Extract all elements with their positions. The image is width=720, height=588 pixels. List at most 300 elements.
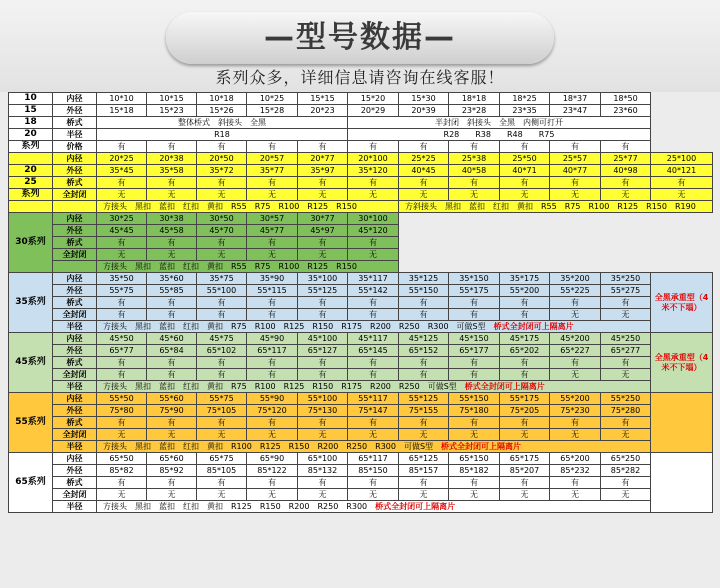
inner-diameter-cell: 45*90 bbox=[247, 333, 298, 345]
fully-closed-cell: 有 bbox=[97, 309, 147, 321]
series-side-label: 55系列 bbox=[9, 393, 53, 453]
inner-diameter-cell: 35*200 bbox=[550, 273, 601, 285]
series30-inner-row bbox=[9, 213, 713, 225]
row-label: 全封闭 bbox=[53, 309, 97, 321]
row-label: 外径 bbox=[53, 225, 97, 237]
fully-closed-cell: 无 bbox=[399, 429, 449, 441]
blank-cell bbox=[651, 93, 713, 153]
fully-closed-cell: 有 bbox=[500, 309, 550, 321]
row-label bbox=[53, 261, 97, 273]
outer-diameter-cell: 35*77 bbox=[247, 165, 298, 177]
outer-diameter-cell: 65*102 bbox=[197, 345, 247, 357]
outer-diameter-cell: 65*117 bbox=[247, 345, 298, 357]
bridge-cell: 有 bbox=[399, 177, 449, 189]
bridge-cell: 有 bbox=[247, 417, 298, 429]
series65-radius-row bbox=[9, 501, 713, 513]
series25-closed-row bbox=[9, 189, 713, 201]
fully-closed-cell: 无 bbox=[147, 489, 197, 501]
bridge-cell: 有 bbox=[348, 357, 399, 369]
price-cell: 有 bbox=[550, 141, 601, 153]
inner-diameter-cell: 30*57 bbox=[247, 213, 298, 225]
bridge-cell: 有 bbox=[97, 417, 147, 429]
outer-diameter-cell: 75*105 bbox=[197, 405, 247, 417]
bridge-cell: 有 bbox=[247, 177, 298, 189]
series55-outer-row bbox=[9, 405, 713, 417]
inner-diameter-cell: 20*38 bbox=[147, 153, 197, 165]
outer-diameter-cell: 65*277 bbox=[601, 345, 651, 357]
inner-diameter-cell: 35*60 bbox=[147, 273, 197, 285]
outer-diameter-cell: 75*155 bbox=[399, 405, 449, 417]
inner-diameter-cell: 45*117 bbox=[348, 333, 399, 345]
radius-red-note: 桥式全封闭可上隔离片 bbox=[464, 381, 545, 391]
inner-diameter-cell: 35*50 bbox=[97, 273, 147, 285]
fully-closed-cell: 有 bbox=[348, 369, 399, 381]
inner-diameter-cell: 65*90 bbox=[247, 453, 298, 465]
bridge-cell: 有 bbox=[399, 417, 449, 429]
price-cell: 有 bbox=[247, 141, 298, 153]
inner-diameter-cell: 30*100 bbox=[348, 213, 399, 225]
row-label: 内径 bbox=[53, 333, 97, 345]
series10-bridge-row bbox=[9, 117, 713, 129]
price-cell: 有 bbox=[197, 141, 247, 153]
series-side-label: 系列 bbox=[9, 189, 53, 201]
inner-diameter-cell: 10*25 bbox=[247, 93, 298, 105]
outer-diameter-cell: 23*35 bbox=[500, 105, 550, 117]
fully-closed-cell: 无 bbox=[247, 249, 298, 261]
fully-closed-cell: 有 bbox=[298, 369, 348, 381]
bridge-cell: 有 bbox=[601, 477, 651, 489]
series-side-label: 30系列 bbox=[9, 213, 53, 273]
outer-diameter-cell: 35*72 bbox=[197, 165, 247, 177]
outer-diameter-cell: 55*175 bbox=[449, 285, 500, 297]
radius-note bbox=[97, 321, 651, 333]
fully-closed-cell: 有 bbox=[449, 369, 500, 381]
fully-closed-cell: 无 bbox=[550, 189, 601, 201]
inner-diameter-cell: 55*150 bbox=[449, 393, 500, 405]
inner-diameter-cell: 15*20 bbox=[348, 93, 399, 105]
fully-closed-cell: 无 bbox=[197, 249, 247, 261]
outer-diameter-cell: 85*207 bbox=[500, 465, 550, 477]
series-side-label: 18 bbox=[9, 117, 53, 129]
row-label: 半径 bbox=[53, 381, 97, 393]
outer-diameter-cell: 75*230 bbox=[550, 405, 601, 417]
outer-diameter-cell: 85*182 bbox=[449, 465, 500, 477]
inner-diameter-cell: 30*77 bbox=[298, 213, 348, 225]
inner-diameter-cell: 25*77 bbox=[601, 153, 651, 165]
inner-diameter-cell: 25*50 bbox=[500, 153, 550, 165]
bridge-cell: 有 bbox=[298, 357, 348, 369]
row-label: 外径 bbox=[53, 405, 97, 417]
bridge-cell: 有 bbox=[197, 417, 247, 429]
row-label: 外径 bbox=[53, 165, 97, 177]
outer-diameter-cell: 45*120 bbox=[348, 225, 399, 237]
inner-diameter-cell: 10*18 bbox=[197, 93, 247, 105]
row-label: 价格 bbox=[53, 141, 97, 153]
inner-diameter-cell: 55*90 bbox=[247, 393, 298, 405]
bridge-cell: 有 bbox=[147, 237, 197, 249]
inner-diameter-cell: 18*18 bbox=[449, 93, 500, 105]
outer-diameter-cell: 75*180 bbox=[449, 405, 500, 417]
bridge-cell: 有 bbox=[449, 417, 500, 429]
row-label: 桥式 bbox=[53, 297, 97, 309]
series35-bridge-row bbox=[9, 297, 713, 309]
fully-closed-cell: 无 bbox=[97, 189, 147, 201]
outer-diameter-cell: 75*130 bbox=[298, 405, 348, 417]
bridge-cell: 有 bbox=[449, 357, 500, 369]
radius-note: R18 bbox=[97, 129, 348, 141]
price-cell: 有 bbox=[147, 141, 197, 153]
fully-closed-cell: 无 bbox=[449, 189, 500, 201]
fully-closed-cell: 无 bbox=[601, 429, 651, 441]
fully-closed-cell: 无 bbox=[550, 309, 601, 321]
inner-diameter-cell: 20*25 bbox=[97, 153, 147, 165]
fully-closed-cell: 无 bbox=[197, 489, 247, 501]
blank-cell bbox=[651, 393, 713, 453]
fully-closed-cell: 无 bbox=[298, 189, 348, 201]
fully-closed-cell: 无 bbox=[348, 489, 399, 501]
inner-diameter-cell: 35*90 bbox=[247, 273, 298, 285]
series10-inner-row bbox=[9, 93, 713, 105]
fully-closed-cell: 有 bbox=[500, 369, 550, 381]
inner-diameter-cell: 20*100 bbox=[348, 153, 399, 165]
outer-diameter-cell: 75*80 bbox=[97, 405, 147, 417]
bridge-cell: 有 bbox=[147, 177, 197, 189]
fully-closed-cell: 无 bbox=[449, 429, 500, 441]
series-side-label bbox=[9, 201, 53, 213]
inner-diameter-cell: 30*50 bbox=[197, 213, 247, 225]
fully-closed-cell: 无 bbox=[147, 189, 197, 201]
bridge-cell: 有 bbox=[197, 357, 247, 369]
inner-diameter-cell: 45*200 bbox=[550, 333, 601, 345]
inner-diameter-cell: 55*250 bbox=[601, 393, 651, 405]
outer-diameter-cell: 23*28 bbox=[449, 105, 500, 117]
blank-cell bbox=[399, 213, 713, 273]
series-side-label: 25 bbox=[9, 177, 53, 189]
outer-diameter-cell: 75*90 bbox=[147, 405, 197, 417]
bridge-cell: 有 bbox=[298, 177, 348, 189]
outer-diameter-cell: 35*45 bbox=[97, 165, 147, 177]
radius-options: 方接头 黑扣 蓝扣 红扣 黄扣 R100 R125 R150 R200 R250 R300 可做S型 bbox=[103, 441, 434, 451]
inner-diameter-cell: 45*100 bbox=[298, 333, 348, 345]
fully-closed-cell: 无 bbox=[97, 489, 147, 501]
series-side-label: 45系列 bbox=[9, 333, 53, 393]
inner-diameter-cell: 55*200 bbox=[550, 393, 601, 405]
series55-inner-row bbox=[9, 393, 713, 405]
row-label: 内径 bbox=[53, 393, 97, 405]
inner-diameter-cell: 65*125 bbox=[399, 453, 449, 465]
bridge-cell: 有 bbox=[97, 237, 147, 249]
inner-diameter-cell: 35*100 bbox=[298, 273, 348, 285]
outer-diameter-cell: 85*150 bbox=[348, 465, 399, 477]
inner-diameter-cell: 15*15 bbox=[298, 93, 348, 105]
bridge-cell: 有 bbox=[197, 237, 247, 249]
bridge-cell: 有 bbox=[298, 237, 348, 249]
row-label: 桥式 bbox=[53, 417, 97, 429]
inner-diameter-cell: 35*250 bbox=[601, 273, 651, 285]
outer-diameter-cell: 15*28 bbox=[247, 105, 298, 117]
fully-closed-cell: 无 bbox=[247, 429, 298, 441]
outer-diameter-cell: 85*122 bbox=[247, 465, 298, 477]
inner-diameter-cell: 55*60 bbox=[147, 393, 197, 405]
bridge-note: 整体桥式 斜接头 全黑 bbox=[97, 117, 348, 129]
radius-note bbox=[97, 381, 651, 393]
series10-outer-row bbox=[9, 105, 713, 117]
series-side-label: 15 bbox=[9, 105, 53, 117]
row-label: 全封闭 bbox=[53, 249, 97, 261]
inner-diameter-cell: 35*75 bbox=[197, 273, 247, 285]
bridge-cell: 有 bbox=[399, 297, 449, 309]
row-label: 内径 bbox=[53, 153, 97, 165]
fully-closed-cell: 无 bbox=[399, 489, 449, 501]
row-label: 外径 bbox=[53, 465, 97, 477]
fully-closed-cell: 无 bbox=[348, 429, 399, 441]
row-label: 外径 bbox=[53, 285, 97, 297]
bridge-cell: 有 bbox=[147, 297, 197, 309]
series45-radius-row bbox=[9, 381, 713, 393]
row-label: 全封闭 bbox=[53, 429, 97, 441]
bridge-cell: 有 bbox=[500, 417, 550, 429]
fully-closed-cell: 无 bbox=[500, 489, 550, 501]
radius-options: 方接头 黑扣 蓝扣 红扣 黄扣 R75 R100 R125 R150 R175 R200 R250 R300 可做S型 bbox=[103, 321, 486, 331]
fully-closed-cell: 有 bbox=[147, 369, 197, 381]
fully-closed-cell: 无 bbox=[298, 249, 348, 261]
radius-note: 方接头 黑扣 蓝扣 红扣 黄扣 R55 R75 R100 R125 R150 bbox=[97, 261, 399, 273]
bridge-cell: 有 bbox=[197, 177, 247, 189]
bridge-cell: 有 bbox=[348, 297, 399, 309]
fully-closed-cell: 无 bbox=[147, 249, 197, 261]
series55-bridge-row bbox=[9, 417, 713, 429]
fully-closed-cell: 有 bbox=[449, 309, 500, 321]
series65-closed-row bbox=[9, 489, 713, 501]
row-label: 半径 bbox=[53, 321, 97, 333]
fully-closed-cell: 无 bbox=[97, 429, 147, 441]
series25-outer-row bbox=[9, 165, 713, 177]
fully-closed-cell: 有 bbox=[147, 309, 197, 321]
outer-diameter-cell: 40*98 bbox=[601, 165, 651, 177]
outer-diameter-cell: 55*85 bbox=[147, 285, 197, 297]
inner-diameter-cell: 55*125 bbox=[399, 393, 449, 405]
row-label: 半径 bbox=[53, 129, 97, 141]
outer-diameter-cell: 40*58 bbox=[449, 165, 500, 177]
series-side-label: 65系列 bbox=[9, 453, 53, 513]
bridge-cell: 有 bbox=[247, 297, 298, 309]
series45-outer-row bbox=[9, 345, 713, 357]
outer-diameter-cell: 35*97 bbox=[298, 165, 348, 177]
outer-diameter-cell: 85*105 bbox=[197, 465, 247, 477]
fully-closed-cell: 无 bbox=[197, 429, 247, 441]
inner-diameter-cell: 65*60 bbox=[147, 453, 197, 465]
row-label: 半径 bbox=[53, 441, 97, 453]
fully-closed-cell: 无 bbox=[550, 369, 601, 381]
outer-diameter-cell: 85*157 bbox=[399, 465, 449, 477]
series65-inner-row bbox=[9, 453, 713, 465]
fully-closed-cell: 无 bbox=[601, 189, 651, 201]
outer-diameter-cell: 20*23 bbox=[298, 105, 348, 117]
radius-note: R28 R38 R48 R75 bbox=[348, 129, 651, 141]
bridge-cell: 有 bbox=[449, 297, 500, 309]
series-side-label bbox=[9, 153, 53, 165]
fully-closed-cell: 无 bbox=[298, 489, 348, 501]
outer-diameter-cell: 40*121 bbox=[651, 165, 713, 177]
outer-diameter-cell: 20*29 bbox=[348, 105, 399, 117]
fully-closed-cell: 无 bbox=[147, 429, 197, 441]
bridge-note: 半封闭 斜接头 全黑 内侧可打开 bbox=[348, 117, 651, 129]
fully-closed-cell: 有 bbox=[247, 309, 298, 321]
page-subtitle: 系列众多，详细信息请咨询在线客服！ bbox=[215, 68, 505, 87]
bridge-cell: 有 bbox=[550, 417, 601, 429]
radius-red-note: 桥式全封闭可上隔离片 bbox=[375, 501, 456, 511]
outer-diameter-cell: 55*125 bbox=[298, 285, 348, 297]
inner-diameter-cell: 35*125 bbox=[399, 273, 449, 285]
series65-outer-row bbox=[9, 465, 713, 477]
bridge-cell: 有 bbox=[247, 237, 298, 249]
radius-note bbox=[97, 441, 651, 453]
outer-diameter-cell: 35*58 bbox=[147, 165, 197, 177]
fully-closed-cell: 无 bbox=[399, 189, 449, 201]
radius-options: 方接头 黑扣 蓝扣 红扣 黄扣 R125 R150 R200 R250 R300 bbox=[103, 501, 368, 511]
fully-closed-cell: 无 bbox=[449, 489, 500, 501]
bridge-cell: 有 bbox=[298, 477, 348, 489]
bridge-cell: 有 bbox=[298, 297, 348, 309]
fully-closed-cell: 有 bbox=[348, 309, 399, 321]
outer-diameter-cell: 40*77 bbox=[550, 165, 601, 177]
inner-diameter-cell: 18*25 bbox=[500, 93, 550, 105]
series45-closed-row bbox=[9, 369, 713, 381]
inner-diameter-cell: 55*117 bbox=[348, 393, 399, 405]
row-label: 内径 bbox=[53, 213, 97, 225]
radius-note: 方斜接头 黑扣 蓝扣 红扣 黄扣 R55 R75 R100 R125 R150 R190 bbox=[399, 201, 713, 213]
series45-inner-row bbox=[9, 333, 713, 345]
inner-diameter-cell: 65*100 bbox=[298, 453, 348, 465]
inner-diameter-cell: 35*150 bbox=[449, 273, 500, 285]
fully-closed-cell: 无 bbox=[247, 189, 298, 201]
outer-diameter-cell: 85*232 bbox=[550, 465, 601, 477]
inner-diameter-cell: 15*30 bbox=[399, 93, 449, 105]
fully-closed-cell: 有 bbox=[197, 309, 247, 321]
series55-radius-row bbox=[9, 441, 713, 453]
outer-diameter-cell: 85*132 bbox=[298, 465, 348, 477]
price-cell: 有 bbox=[97, 141, 147, 153]
outer-diameter-cell: 40*45 bbox=[399, 165, 449, 177]
outer-diameter-cell: 65*202 bbox=[500, 345, 550, 357]
inner-diameter-cell: 65*150 bbox=[449, 453, 500, 465]
outer-diameter-cell: 23*60 bbox=[601, 105, 651, 117]
fully-closed-cell: 有 bbox=[399, 369, 449, 381]
bridge-cell: 有 bbox=[247, 477, 298, 489]
inner-diameter-cell: 45*250 bbox=[601, 333, 651, 345]
row-label bbox=[53, 201, 97, 213]
inner-diameter-cell: 25*100 bbox=[651, 153, 713, 165]
outer-diameter-cell: 55*150 bbox=[399, 285, 449, 297]
inner-diameter-cell: 65*175 bbox=[500, 453, 550, 465]
outer-diameter-cell: 65*227 bbox=[550, 345, 601, 357]
fully-closed-cell: 无 bbox=[247, 489, 298, 501]
outer-diameter-cell: 75*120 bbox=[247, 405, 298, 417]
outer-diameter-cell: 15*23 bbox=[147, 105, 197, 117]
price-cell: 有 bbox=[449, 141, 500, 153]
bridge-cell: 有 bbox=[147, 357, 197, 369]
outer-diameter-cell: 35*120 bbox=[348, 165, 399, 177]
outer-diameter-cell: 55*200 bbox=[500, 285, 550, 297]
bridge-cell: 有 bbox=[399, 357, 449, 369]
series35-outer-row bbox=[9, 285, 713, 297]
fully-closed-cell: 无 bbox=[651, 189, 713, 201]
inner-diameter-cell: 20*57 bbox=[247, 153, 298, 165]
outer-diameter-cell: 75*280 bbox=[601, 405, 651, 417]
outer-diameter-cell: 45*77 bbox=[247, 225, 298, 237]
series45-bridge-row bbox=[9, 357, 713, 369]
bridge-cell: 有 bbox=[97, 297, 147, 309]
outer-diameter-cell: 65*84 bbox=[147, 345, 197, 357]
outer-diameter-cell: 55*115 bbox=[247, 285, 298, 297]
bridge-cell: 有 bbox=[601, 297, 651, 309]
bridge-cell: 有 bbox=[147, 417, 197, 429]
outer-diameter-cell: 85*82 bbox=[97, 465, 147, 477]
inner-diameter-cell: 65*200 bbox=[550, 453, 601, 465]
row-label: 桥式 bbox=[53, 237, 97, 249]
fully-closed-cell: 无 bbox=[197, 189, 247, 201]
series10-radius-row bbox=[9, 129, 713, 141]
series25-radius-row bbox=[9, 201, 713, 213]
row-label: 桥式 bbox=[53, 357, 97, 369]
outer-diameter-cell: 45*70 bbox=[197, 225, 247, 237]
fully-closed-cell: 无 bbox=[550, 429, 601, 441]
bridge-cell: 有 bbox=[247, 357, 298, 369]
series35-inner-row bbox=[9, 273, 713, 285]
outer-diameter-cell: 65*152 bbox=[399, 345, 449, 357]
bridge-cell: 有 bbox=[348, 177, 399, 189]
outer-diameter-cell: 55*225 bbox=[550, 285, 601, 297]
inner-diameter-cell: 35*175 bbox=[500, 273, 550, 285]
series25-inner-row bbox=[9, 153, 713, 165]
fully-closed-cell: 无 bbox=[97, 249, 147, 261]
bridge-cell: 有 bbox=[97, 177, 147, 189]
bridge-cell: 有 bbox=[298, 417, 348, 429]
radius-note bbox=[97, 501, 651, 513]
inner-diameter-cell: 25*38 bbox=[449, 153, 500, 165]
inner-diameter-cell: 45*50 bbox=[97, 333, 147, 345]
inner-diameter-cell: 10*15 bbox=[147, 93, 197, 105]
inner-diameter-cell: 10*10 bbox=[97, 93, 147, 105]
fully-closed-cell: 无 bbox=[348, 249, 399, 261]
outer-diameter-cell: 45*97 bbox=[298, 225, 348, 237]
fully-closed-cell: 有 bbox=[247, 369, 298, 381]
heavy-duty-note: 全黑承重型（4米不下塌） bbox=[651, 333, 713, 393]
inner-diameter-cell: 30*38 bbox=[147, 213, 197, 225]
model-spec-table bbox=[8, 92, 713, 513]
outer-diameter-cell: 55*75 bbox=[97, 285, 147, 297]
series55-closed-row bbox=[9, 429, 713, 441]
inner-diameter-cell: 20*77 bbox=[298, 153, 348, 165]
fully-closed-cell: 有 bbox=[399, 309, 449, 321]
fully-closed-cell: 有 bbox=[298, 309, 348, 321]
series65-bridge-row bbox=[9, 477, 713, 489]
bridge-cell: 有 bbox=[97, 357, 147, 369]
bridge-cell: 有 bbox=[147, 477, 197, 489]
inner-diameter-cell: 45*150 bbox=[449, 333, 500, 345]
outer-diameter-cell: 15*26 bbox=[197, 105, 247, 117]
inner-diameter-cell: 45*125 bbox=[399, 333, 449, 345]
inner-diameter-cell: 45*60 bbox=[147, 333, 197, 345]
inner-diameter-cell: 30*25 bbox=[97, 213, 147, 225]
fully-closed-cell: 无 bbox=[550, 489, 601, 501]
price-cell: 有 bbox=[399, 141, 449, 153]
outer-diameter-cell: 85*92 bbox=[147, 465, 197, 477]
series-side-label: 20 bbox=[9, 165, 53, 177]
inner-diameter-cell: 55*100 bbox=[298, 393, 348, 405]
page-header bbox=[0, 0, 720, 92]
fully-closed-cell: 无 bbox=[298, 429, 348, 441]
